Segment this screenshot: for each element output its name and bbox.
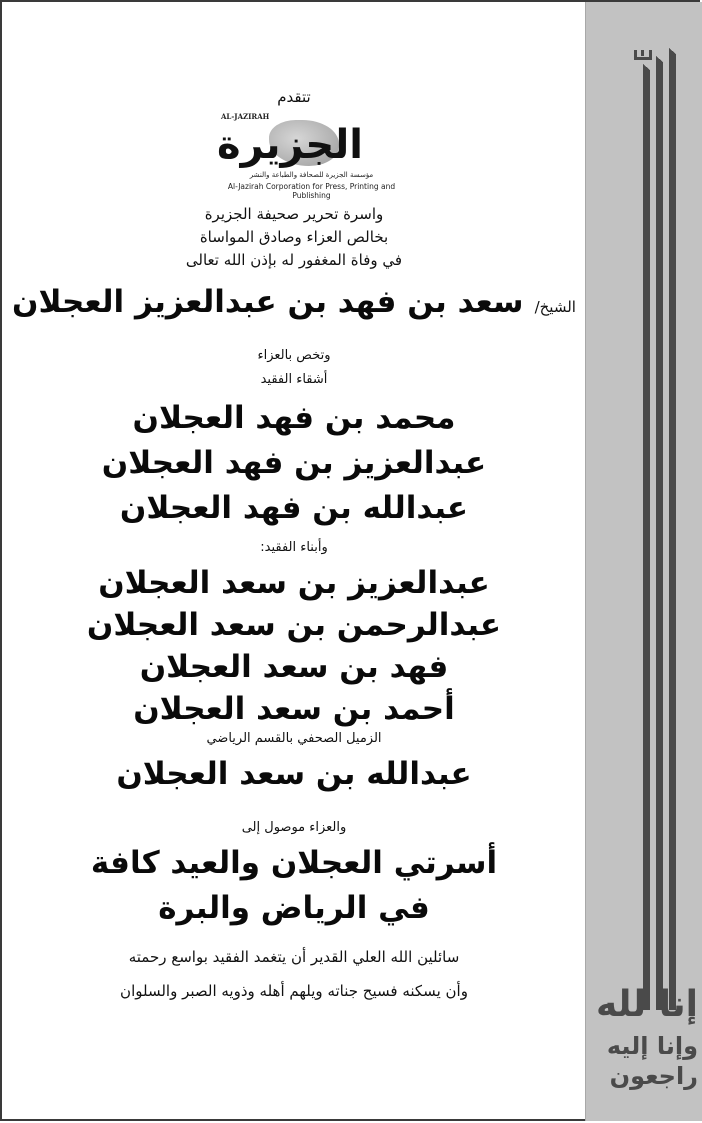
logo-name-ar: الجزيرة [217, 122, 363, 168]
verse-line-1: إنا لله [596, 984, 698, 1025]
verse-line-3: راجعون [609, 1062, 698, 1090]
lam-stroke-icon [656, 62, 663, 1010]
colleague-label: الزميل الصحفي بالقسم الرياضي [206, 731, 382, 746]
deceased-name: سعد بن فهد بن عبدالعزيز العجلان [12, 284, 524, 320]
deceased-title [4, 284, 584, 320]
verse-banner [585, 2, 702, 1121]
son-name: أحمد بن سعد العجلان [133, 691, 455, 727]
extended-families: أسرتي العجلان والعيد كافة [90, 845, 498, 881]
extended-intro: والعزاء موصول إلى [241, 820, 347, 835]
logo-name-en: AL-JAZIRAH [221, 112, 270, 121]
son-name: عبدالعزيز بن سعد العجلان [98, 565, 490, 601]
logo-subtitle-ar: مؤسسة الجزيرة للصحافة والطباعة والنشر [249, 171, 374, 179]
hamza-glyph-icon [634, 50, 652, 60]
deceased-intro: في وفاة المغفور له بإذن الله تعالى [185, 251, 403, 269]
lam-stroke-icon [669, 54, 676, 1010]
brother-name: عبدالعزيز بن فهد العجلان [101, 445, 487, 481]
son-name: فهد بن سعد العجلان [139, 649, 449, 685]
alef-stroke-icon [643, 70, 650, 1010]
brother-name: محمد بن فهد العجلان [132, 400, 456, 436]
verse-line-2: وإنا إليه [606, 1032, 698, 1060]
condolence-notice [4, 0, 584, 1123]
brothers-intro: وتخص بالعزاء [257, 348, 331, 363]
prayer-line-2: وأن يسكنه فسيح جناته ويلهم أهله وذويه الصبر والسلوان [120, 982, 468, 1000]
prayer-line-1: سائلين الله العلي القدير أن يتغمد الفقيد بواسع رحمته [128, 948, 460, 966]
presents-text: تتقدم [277, 88, 311, 106]
from-line: واسرة تحرير صحيفة الجزيرة [204, 205, 384, 223]
brothers-label: أشقاء الفقيد [260, 372, 328, 387]
colleague-name: عبدالله بن سعد العجلان [116, 756, 472, 792]
sons-label: وأبناء الفقيد: [260, 540, 328, 555]
extended-locations: في الرياض والبرة [158, 890, 430, 926]
brother-name: عبدالله بن فهد العجلان [119, 490, 469, 526]
logo-subtitle-en: Al-Jazirah Corporation for Press, Printing and Publishing [227, 182, 396, 200]
deceased-prefix: الشيخ/ [534, 298, 576, 316]
son-name: عبدالرحمن بن سعد العجلان [86, 607, 502, 643]
condolence-line: بخالص العزاء وصادق المواساة [199, 228, 389, 246]
al-jazirah-logo [209, 108, 414, 203]
